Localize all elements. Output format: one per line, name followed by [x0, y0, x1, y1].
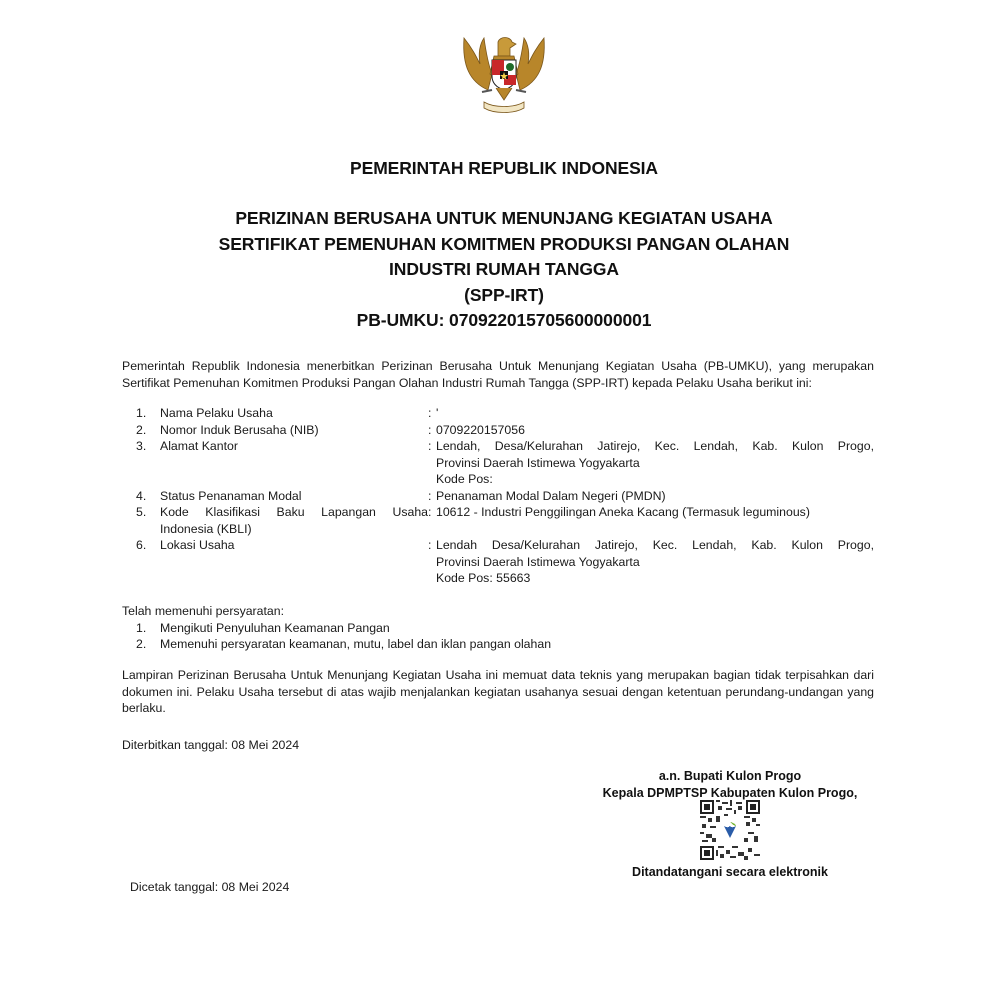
electronic-signature-note: Ditandatangani secara elektronik [632, 865, 828, 879]
detail-number: 1. [136, 406, 147, 420]
title-line: (SPP-IRT) [464, 284, 544, 305]
address-line: Provinsi Daerah Istimewa Yogyakarta [436, 455, 640, 470]
issued-date: Diterbitkan tanggal: 08 Mei 2024 [122, 738, 300, 752]
printed-date: Dicetak tanggal: 08 Mei 2024 [130, 880, 290, 894]
title-line: PERIZINAN BERUSAHA UNTUK MENUNJANG KEGIATAN USAHA [235, 208, 773, 228]
detail-label: Alamat Kantor [160, 439, 238, 453]
requirement-item [122, 620, 874, 637]
address-line: Lendah Desa/Kelurahan Jatirejo, Kec. Lendah, Kab. Kulon Progo, [436, 538, 874, 552]
detail-label: Nomor Induk Berusaha (NIB) [160, 422, 319, 437]
detail-row [122, 422, 874, 439]
certificate-title [0, 206, 1008, 334]
requirement-text: Mengikuti Penyuluhan Keamanan Pangan [160, 620, 390, 635]
title-line: INDUSTRI RUMAH TANGGA [389, 259, 619, 279]
business-details-list [122, 405, 874, 587]
signatory-title: Kepala DPMPTSP Kabupaten Kulon Progo, [602, 785, 858, 800]
detail-colon: : [428, 488, 432, 503]
detail-value: ' [436, 406, 439, 420]
requirement-number: 1. [136, 620, 147, 635]
detail-value: Penanaman Modal Dalam Negeri (PMDN) [436, 488, 666, 503]
garuda-emblem-icon [458, 30, 550, 116]
label-line: Kode Klasifikasi Baku Lapangan Usaha [160, 505, 428, 519]
detail-colon: : [428, 406, 432, 420]
qr-code-icon [700, 800, 760, 860]
postal-code: Kode Pos: 55663 [436, 571, 531, 585]
signature-block [580, 768, 880, 801]
requirement-item [122, 636, 874, 653]
government-heading: PEMERINTAH REPUBLIK INDONESIA [350, 158, 658, 178]
detail-value [436, 537, 874, 587]
detail-value: 10612 - Industri Penggilingan Aneka Kacang (Termasuk leguminous) [436, 505, 810, 519]
detail-row [122, 488, 874, 505]
detail-colon: : [428, 538, 432, 552]
pb-umku-number: PB-UMKU: 070922015705600000001 [356, 310, 652, 330]
detail-row [122, 405, 874, 422]
detail-number: 6. [136, 538, 147, 552]
detail-label [158, 504, 428, 537]
detail-colon: : [428, 505, 432, 519]
detail-value: 0709220157056 [436, 422, 525, 437]
detail-number: 2. [136, 422, 147, 437]
detail-label: Lokasi Usaha [160, 538, 235, 552]
intro-paragraph: Pemerintah Republik Indonesia menerbitkan Perizinan Berusaha Untuk Menunjang Kegiatan Usaha (PB-UMKU), yang merupakan Sertifikat Pemenuhan Komitmen Produksi Pangan Olahan Industri Rumah Tangga (SPP-IRT) kepada Pelaku Usaha berikut ini: [122, 359, 874, 390]
requirements-heading: Telah memenuhi persyaratan: [122, 604, 284, 618]
requirements-section [122, 603, 874, 653]
detail-row [122, 438, 874, 488]
detail-label: Nama Pelaku Usaha [160, 406, 273, 420]
detail-colon: : [428, 439, 432, 453]
postal-code: Kode Pos: [436, 472, 493, 486]
detail-number: 3. [136, 439, 147, 453]
detail-number: 4. [136, 488, 147, 503]
address-line: Provinsi Daerah Istimewa Yogyakarta [436, 554, 640, 569]
detail-row [122, 537, 874, 587]
detail-row [122, 504, 874, 537]
detail-label: Status Penanaman Modal [160, 488, 302, 503]
title-line: SERTIFIKAT PEMENUHAN KOMITMEN PRODUKSI PANGAN OLAHAN [218, 233, 790, 254]
signatory-line: a.n. Bupati Kulon Progo [658, 769, 802, 783]
label-line: Indonesia (KBLI) [160, 521, 252, 536]
address-line: Lendah, Desa/Kelurahan Jatirejo, Kec. Lendah, Kab. Kulon Progo, [436, 439, 874, 453]
detail-colon: : [428, 422, 432, 437]
detail-number: 5. [136, 505, 147, 519]
requirement-text: Memenuhi persyaratan keamanan, mutu, label dan iklan pangan olahan [160, 637, 552, 651]
requirement-number: 2. [136, 637, 147, 651]
detail-value [436, 438, 874, 488]
closing-paragraph: Lampiran Perizinan Berusaha Untuk Menunjang Kegiatan Usaha ini memuat data teknis yang merupakan bagian tidak terpisahkan dari dokumen ini. Pelaku Usaha tersebut di atas wajib menjalankan kegiatan usahanya sesuai dengan ketentuan perundang-undangan yang berlaku. [122, 668, 874, 715]
